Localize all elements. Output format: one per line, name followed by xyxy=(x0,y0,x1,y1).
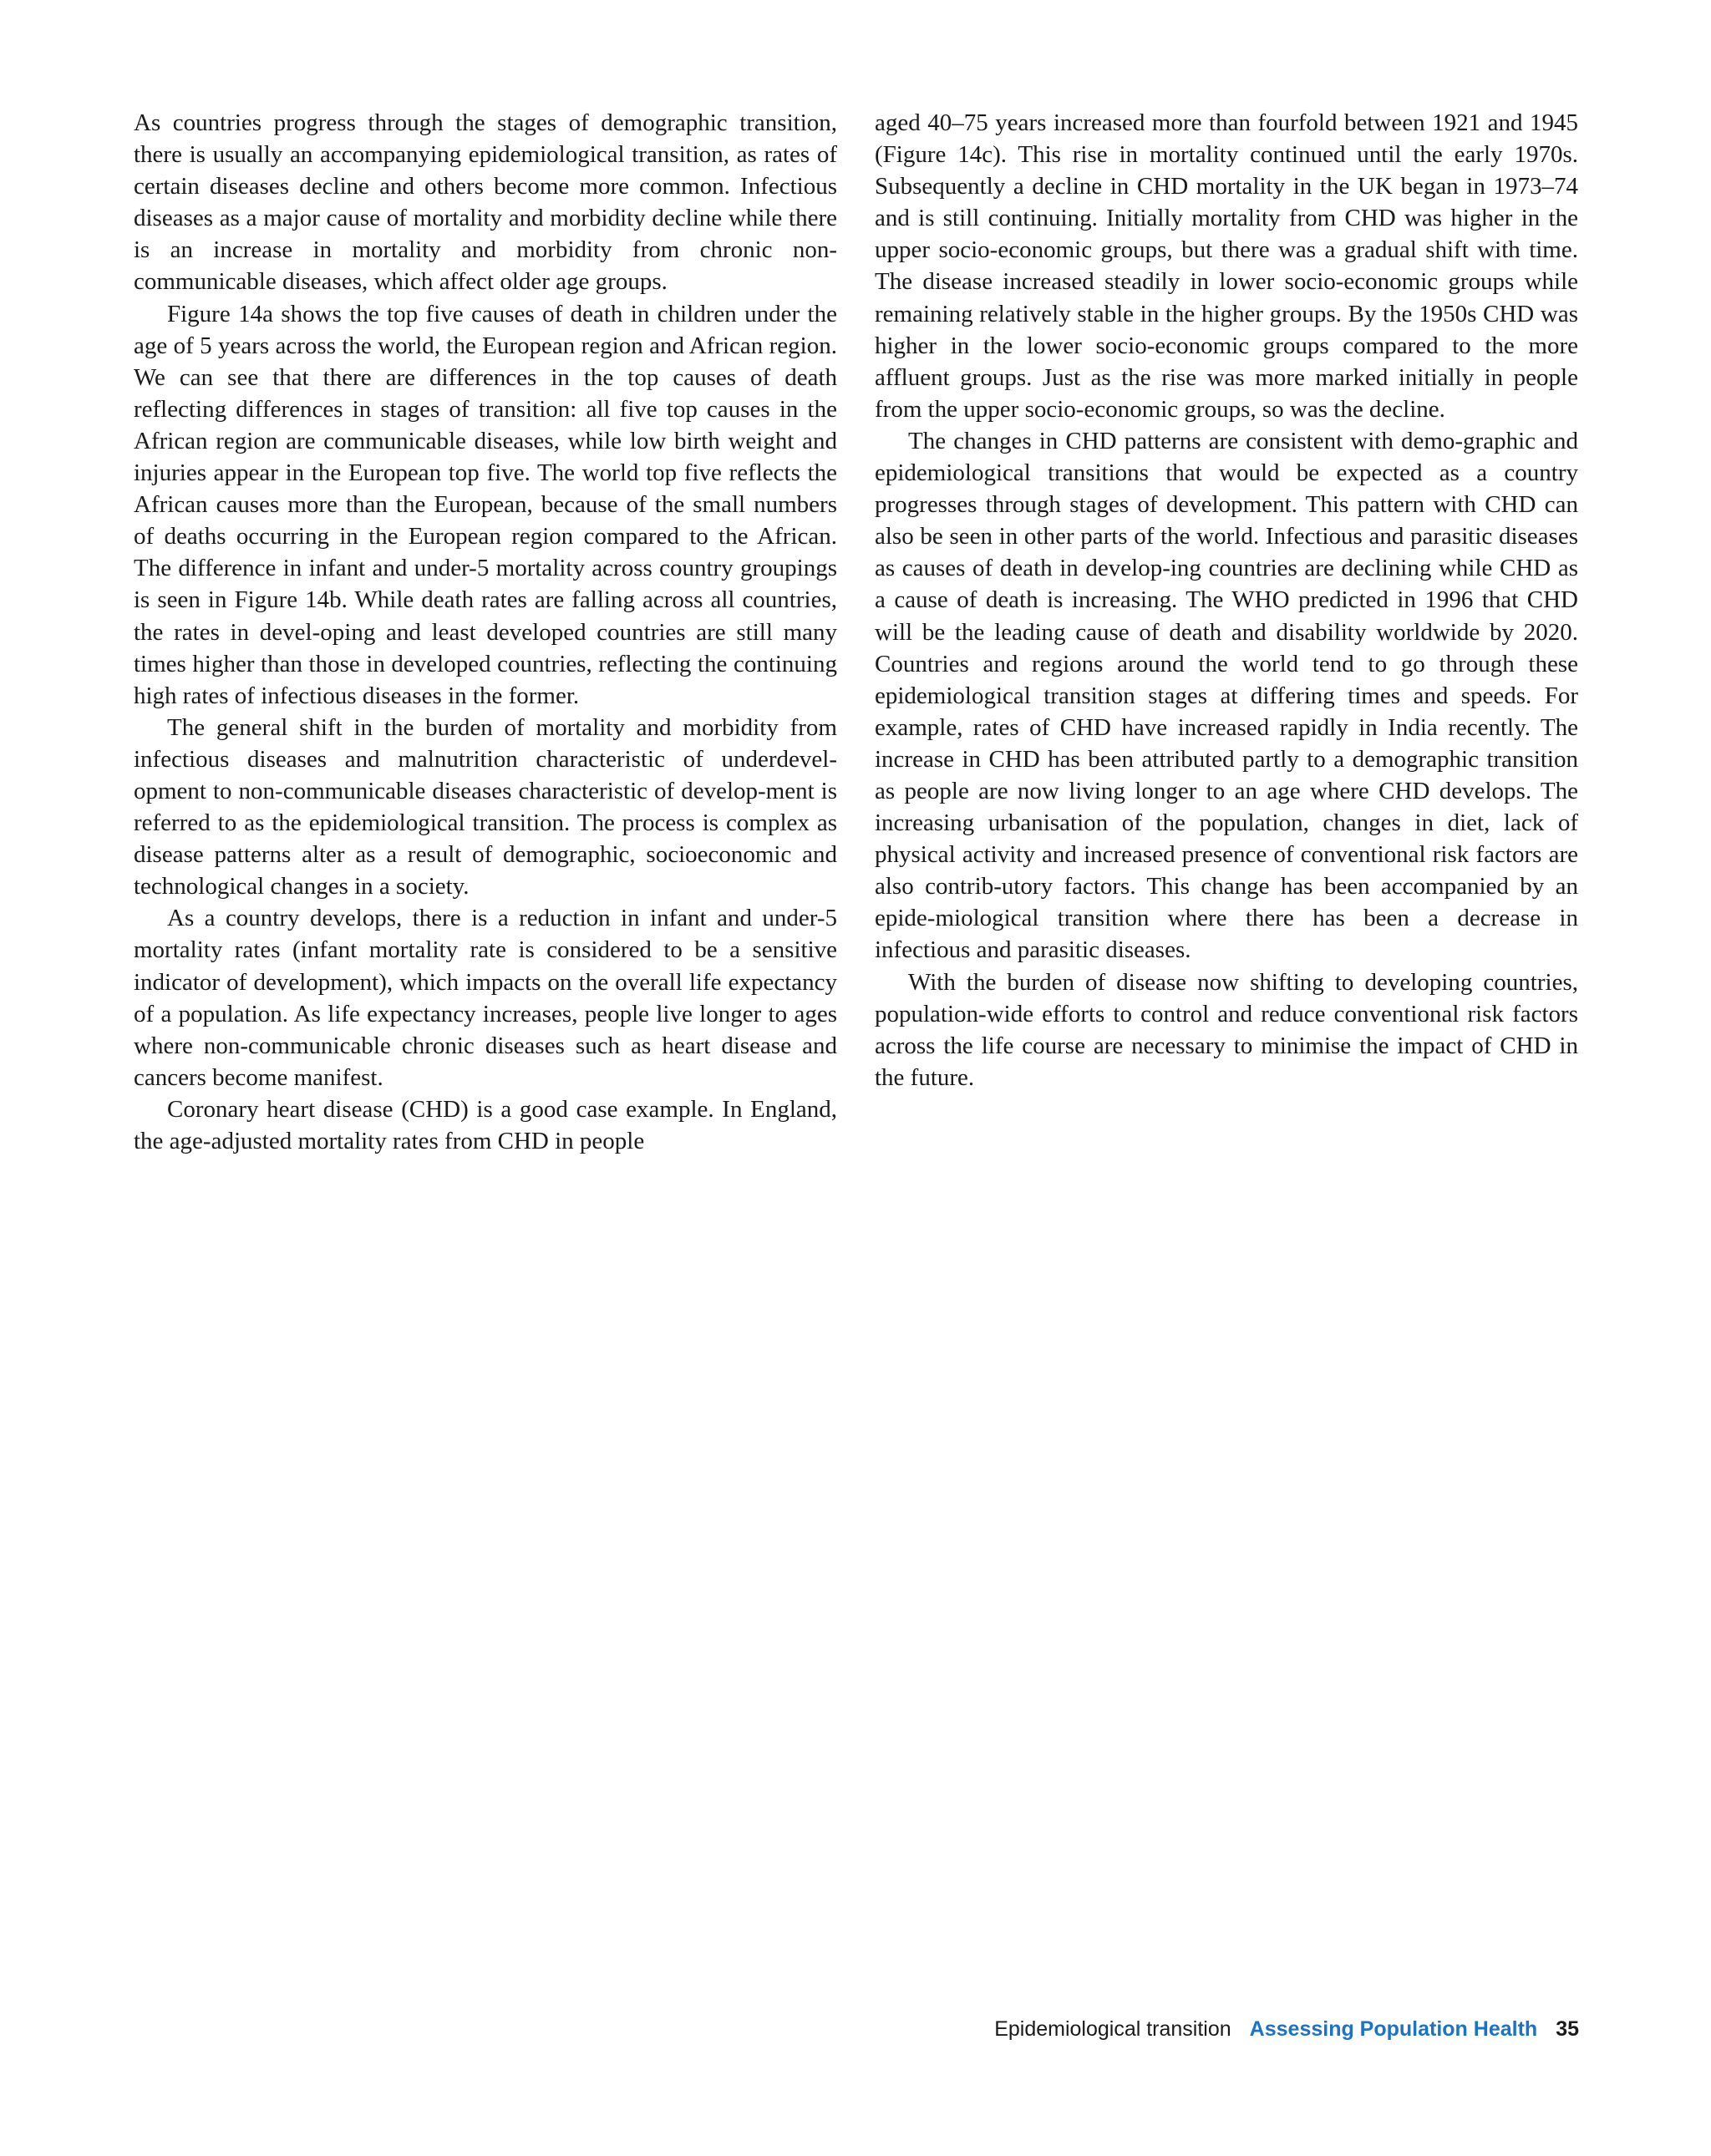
paragraph-chd-example: Coronary heart disease (CHD) is a good case example. In England, the age-adjusted mortality rates from CHD in people xyxy=(134,1095,837,1154)
paragraph-chd-patterns: The changes in CHD patterns are consistent with demo-graphic and epidemiological transitions that would be expected as a country progresses through stages of development. This pattern with CHD can also be seen in other parts of the world. Infectious and parasitic diseases as causes of death in develop-ing countries are declining while CHD as a cause of death is increasing. The WHO predicted in 1996 that CHD will be the leading cause of death and disability worldwide by 2020. Countries and regions around the world tend to go through these epidemiological transition stages at differing times and speeds. For example, rates of CHD have increased rapidly in India recently. The increase in CHD has been attributed partly to a demographic transition as people are now living longer to an age where CHD develops. The increasing urbanisation of the population, changes in diet, lack of physical activity and increased presence of conventional risk factors are also contrib-utory factors. This change has been accompanied by an epide-miological transition where there has been a decrease in infectious and parasitic diseases. xyxy=(875,427,1578,964)
left-column xyxy=(134,107,837,1157)
footer-section-title: Epidemiological transition xyxy=(994,2017,1231,2041)
paragraph-chd-continuation: aged 40–75 years increased more than fourfold between 1921 and 1945 (Figure 14c). This rise in mortality continued until the early 1970s. Subsequently a decline in CHD mortality in the UK began in 1973–74 and is still continuing. Initially mortality from CHD was higher in the upper socio-economic groups, but there was a gradual shift with time. The disease increased steadily in lower socio-economic groups while remaining relatively stable in the higher groups. By the 1950s CHD was higher in the lower socio-economic groups compared to the more affluent groups. Just as the rise was more marked initially in people from the upper socio-economic groups, so was the decline. xyxy=(875,109,1578,423)
page-number: 35 xyxy=(1556,2017,1579,2041)
footer-book-title: Assessing Population Health xyxy=(1249,2017,1538,2041)
right-column xyxy=(875,107,1578,1093)
paragraph-burden-shifting: With the burden of disease now shifting to developing countries, population-wide efforts to control and reduce conventional risk factors across the life course are necessary to minimise the impact of CHD in the future. xyxy=(875,968,1578,1091)
paragraph-general-shift: The general shift in the burden of mortality and morbidity from infectious diseases and malnutrition characteristic of underdevel-opment to non-communicable diseases characteristic of develop-ment is referred to as the epidemiological transition. The process is complex as disease patterns alter as a result of demographic, socioeconomic and technological changes in a society. xyxy=(134,713,837,900)
paragraph-country-develops: As a country develops, there is a reduction in infant and under-5 mortality rates (infant mortality rate is considered to be a sensitive indicator of development), which impacts on the overall life expectancy of a population. As life expectancy increases, people live longer to ages where non-communicable chronic diseases such as heart disease and cancers become manifest. xyxy=(134,905,837,1091)
paragraph-figure-14a: Figure 14a shows the top five causes of death in children under the age of 5 years across the world, the European region and African region. We can see that there are differences in the top causes of death reflecting differences in stages of transition: all five top causes in the African region are communicable diseases, while low birth weight and injuries appear in the European top five. The world top five reflects the African causes more than the European, because of the small numbers of deaths occurring in the European region compared to the African. The difference in infant and under-5 mortality across country groupings is seen in Figure 14b. While death rates are falling across all countries, the rates in devel-oping and least developed countries are still many times higher than those in developed countries, reflecting the continuing high rates of infectious diseases in the former. xyxy=(134,300,837,709)
page-footer xyxy=(994,2016,1579,2042)
paragraph-demographic-transition: As countries progress through the stages of demographic transition, there is usually an accompanying epidemiological transition, as rates of certain diseases decline and others become more common. Infectious diseases as a major cause of mortality and morbidity decline while there is an increase in mortality and morbidity from chronic non-communicable diseases, which affect older age groups. xyxy=(134,109,837,296)
